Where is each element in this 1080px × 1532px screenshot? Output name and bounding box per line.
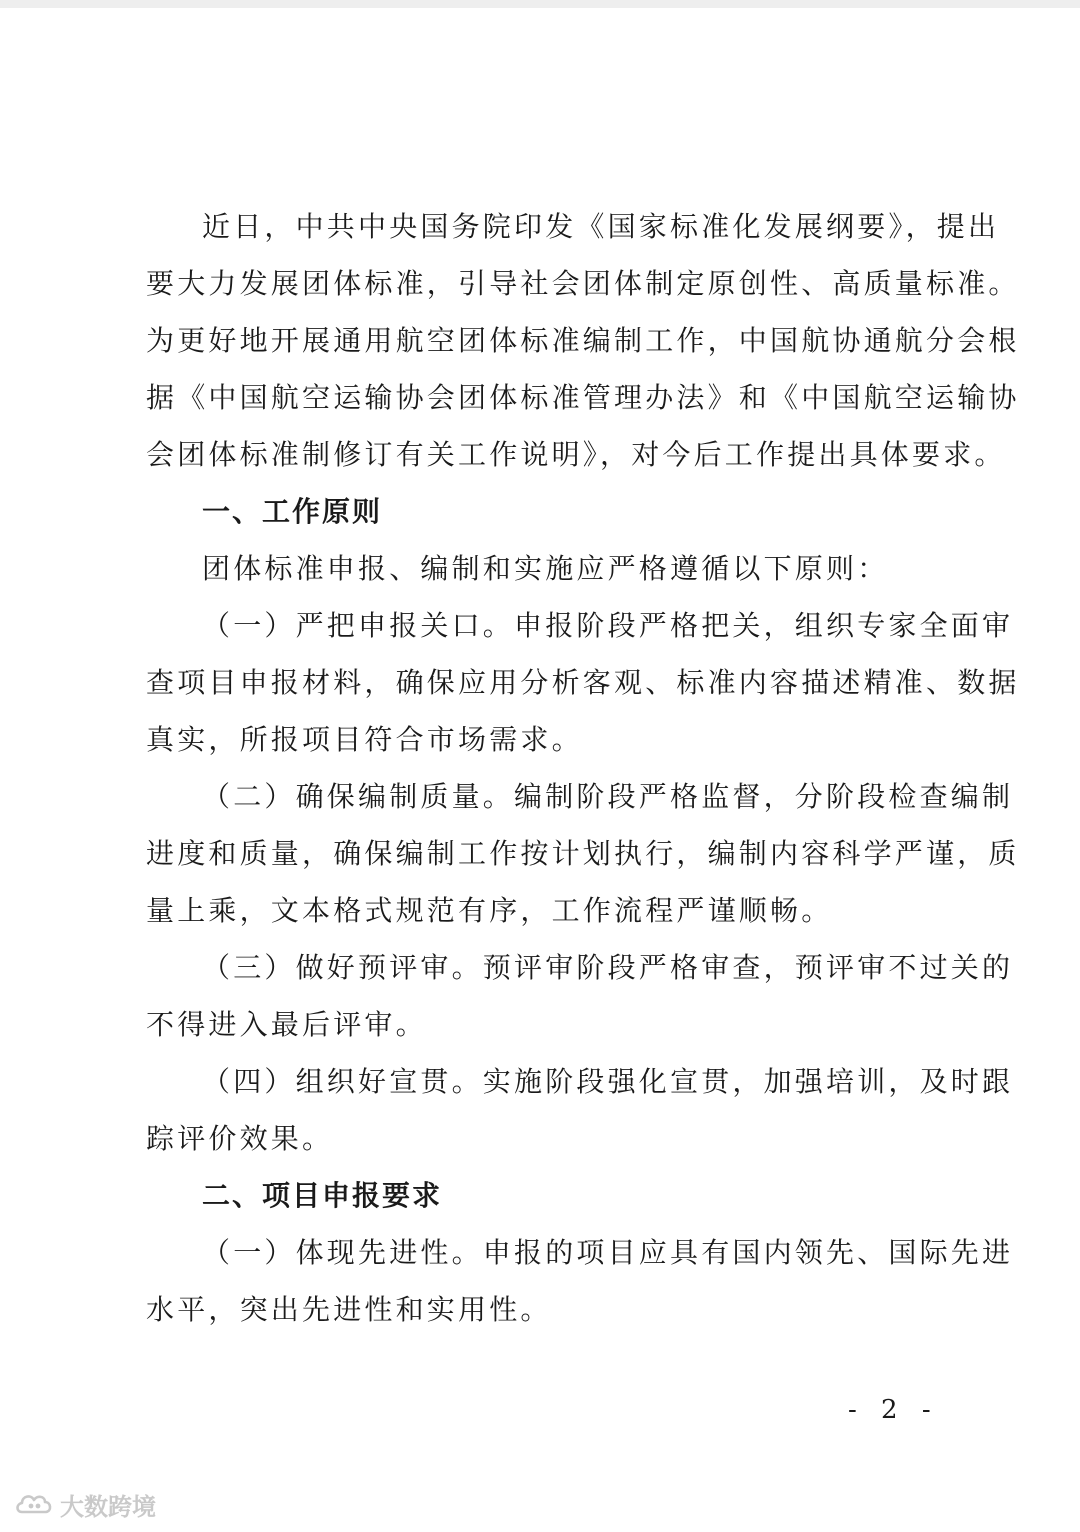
principle1-line-1: （一）严把申报关口。申报阶段严格把关，组织专家全面审	[202, 609, 1014, 642]
intro-line-5: 会团体标准制修订有关工作说明》，对今后工作提出具体要求。	[146, 438, 1006, 471]
principle4-line-1: （四）组织好宣贯。实施阶段强化宣贯，加强培训，及时跟	[202, 1065, 1014, 1098]
intro-line-1: 近日，中共中央国务院印发《国家标准化发展纲要》，提出	[202, 210, 1000, 243]
intro-line-4: 据《中国航空运输协会团体标准管理办法》和《中国航空运输协	[146, 381, 1020, 414]
principle2-line-3: 量上乘，文本格式规范有序，工作流程严谨顺畅。	[146, 894, 833, 927]
principle4-line-2: 踪评价效果。	[146, 1122, 334, 1155]
principle1-line-3: 真实，所报项目符合市场需求。	[146, 723, 583, 756]
page-number: - 2 -	[848, 1395, 939, 1425]
cloud-logo-icon	[14, 1490, 54, 1518]
principle3-line-1: （三）做好预评审。预评审阶段严格审查，预评审不过关的	[202, 951, 1014, 984]
principle1-line-2: 查项目申报材料，确保应用分析客观、标准内容描述精准、数据	[146, 666, 1020, 699]
principle2-line-2: 进度和质量，确保编制工作按计划执行，编制内容科学严谨，质	[146, 837, 1020, 870]
requirement1-line-1: （一）体现先进性。申报的项目应具有国内领先、国际先进	[202, 1236, 1014, 1269]
watermark-text: 大数跨境	[60, 1492, 156, 1521]
intro-line-3: 为更好地开展通用航空团体标准编制工作，中国航协通航分会根	[146, 324, 1020, 357]
section2-heading: 二、项目申报要求	[202, 1179, 443, 1212]
principle2-line-1: （二）确保编制质量。编制阶段严格监督，分阶段检查编制	[202, 780, 1014, 813]
watermark	[14, 1488, 156, 1520]
principle3-line-2: 不得进入最后评审。	[146, 1008, 427, 1041]
section1-intro: 团体标准申报、编制和实施应严格遵循以下原则：	[202, 552, 889, 585]
requirement1-line-2: 水平，突出先进性和实用性。	[146, 1293, 552, 1326]
section1-heading: 一、工作原则	[202, 495, 383, 528]
intro-line-2: 要大力发展团体标准，引导社会团体制定原创性、高质量标准。	[146, 267, 1020, 300]
